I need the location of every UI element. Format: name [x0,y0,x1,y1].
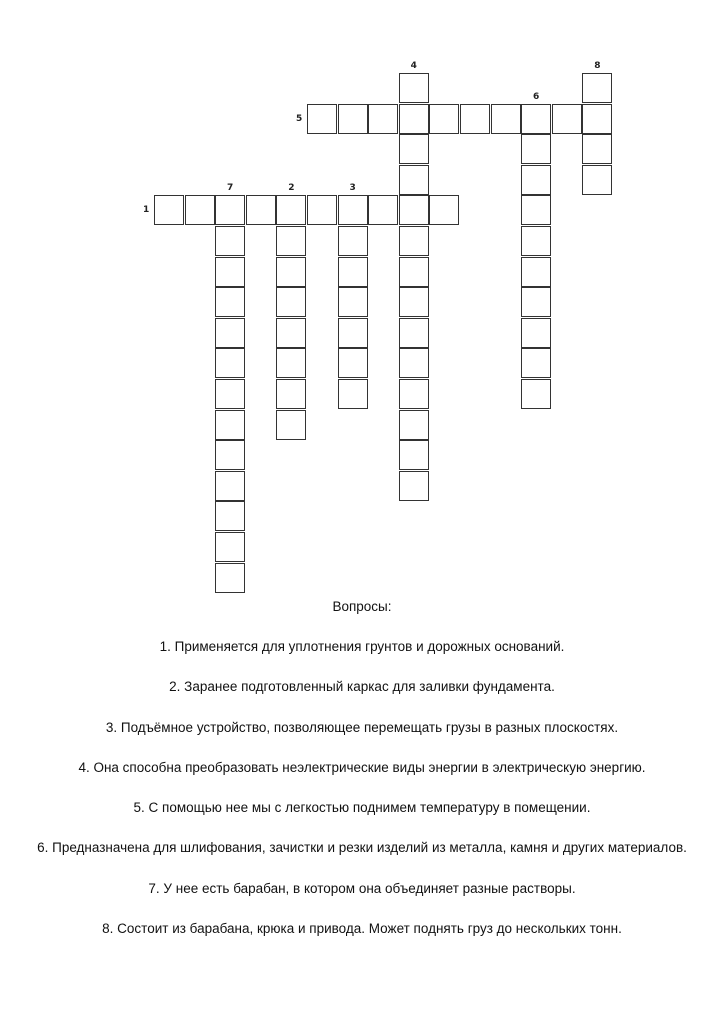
crossword-cell[interactable] [276,195,306,225]
crossword-cell[interactable] [491,104,521,134]
crossword-cell[interactable] [399,165,429,195]
crossword-cell[interactable] [185,195,215,225]
crossword-cell[interactable] [154,195,184,225]
crossword-cell[interactable] [307,104,337,134]
crossword-cell[interactable] [399,379,429,409]
crossword-cell[interactable] [215,318,245,348]
crossword-cell[interactable] [399,226,429,256]
crossword-cell[interactable] [429,195,459,225]
clue-number-2: 2 [288,183,295,194]
crossword-cell[interactable] [582,73,612,103]
crossword-cell[interactable] [215,501,245,531]
crossword-cell[interactable] [521,195,551,225]
crossword-cell[interactable] [338,257,368,287]
crossword-cell[interactable] [215,532,245,562]
crossword-cell[interactable] [399,471,429,501]
crossword-cell[interactable] [552,104,582,134]
crossword-cell[interactable] [307,195,337,225]
crossword-cell[interactable] [521,318,551,348]
crossword-cell[interactable] [338,104,368,134]
clue-number-3: 3 [349,183,356,194]
crossword-cell[interactable] [215,563,245,593]
question-3: 3. Подъёмное устройство, позволяющее перемещать грузы в разных плоскостях. [105,719,619,735]
crossword-cell[interactable] [582,134,612,164]
crossword-cell[interactable] [399,440,429,470]
crossword-cell[interactable] [521,226,551,256]
crossword-cell[interactable] [276,410,306,440]
clue-number-4: 4 [410,61,417,71]
question-6: 6. Предназначена для шлифования, зачистки и резки изделий из металла, камня и других материалов. [37,840,687,856]
crossword-cell[interactable] [338,195,368,225]
crossword-cell[interactable] [521,257,551,287]
crossword-cell[interactable] [215,440,245,470]
crossword-cell[interactable] [429,104,459,134]
question-7: 7. У нее есть барабан, в котором она объединяет разные растворы. [148,880,576,896]
crossword-cell[interactable] [521,165,551,195]
crossword-cell[interactable] [276,318,306,348]
crossword-cell[interactable] [215,471,245,501]
clue-number-5: 5 [296,113,303,124]
crossword-cell[interactable] [582,104,612,134]
crossword-cell[interactable] [338,379,368,409]
crossword-cell[interactable] [399,73,429,103]
crossword-cell[interactable] [460,104,490,134]
crossword-cell[interactable] [276,287,306,317]
crossword-cell[interactable] [399,287,429,317]
crossword-cell[interactable] [215,379,245,409]
crossword-cell[interactable] [215,348,245,378]
crossword-cell[interactable] [338,287,368,317]
questions-section [0,596,724,958]
question-2: 2. Заранее подготовленный каркас для заливки фундамента. [169,679,555,695]
crossword-cell[interactable] [215,226,245,256]
question-8: 8. Состоит из барабана, крюка и привода. Может поднять груз до нескольких тонн. [102,921,622,937]
question-4: 4. Она способна преобразовать неэлектрические виды энергии в электрическую энергию. [78,759,646,775]
crossword-cell[interactable] [399,410,429,440]
crossword-cell[interactable] [338,348,368,378]
crossword-cell[interactable] [215,287,245,317]
clue-number-6: 6 [533,91,540,102]
crossword-cell[interactable] [276,257,306,287]
crossword-cell[interactable] [521,348,551,378]
crossword-cell[interactable] [215,257,245,287]
crossword-cell[interactable] [399,257,429,287]
crossword-cell[interactable] [521,379,551,409]
crossword-cell[interactable] [399,104,429,134]
crossword-cell[interactable] [399,318,429,348]
question-5: 5. С помощью нее мы с легкостью поднимем температуру в помещении. [133,800,591,816]
crossword-cell[interactable] [215,195,245,225]
crossword-cell[interactable] [368,104,398,134]
crossword-cell[interactable] [215,410,245,440]
clue-number-8: 8 [594,61,601,71]
crossword-cell[interactable] [276,348,306,378]
crossword-cell[interactable] [276,379,306,409]
crossword-cell[interactable] [521,287,551,317]
question-1: 1. Применяется для уплотнения грунтов и дорожных оснований. [159,639,565,654]
crossword-cell[interactable] [246,195,276,225]
questions-title: Вопросы: [332,599,392,614]
crossword-cell[interactable] [276,226,306,256]
crossword-cell[interactable] [582,165,612,195]
crossword-cell[interactable] [399,195,429,225]
crossword-cell[interactable] [368,195,398,225]
clue-number-7: 7 [227,183,234,194]
crossword-cell[interactable] [338,318,368,348]
crossword-cell[interactable] [521,134,551,164]
crossword-cell[interactable] [521,104,551,134]
crossword-cell[interactable] [399,348,429,378]
crossword-cell[interactable] [338,226,368,256]
clue-number-1: 1 [143,205,150,216]
crossword-cell[interactable] [399,134,429,164]
